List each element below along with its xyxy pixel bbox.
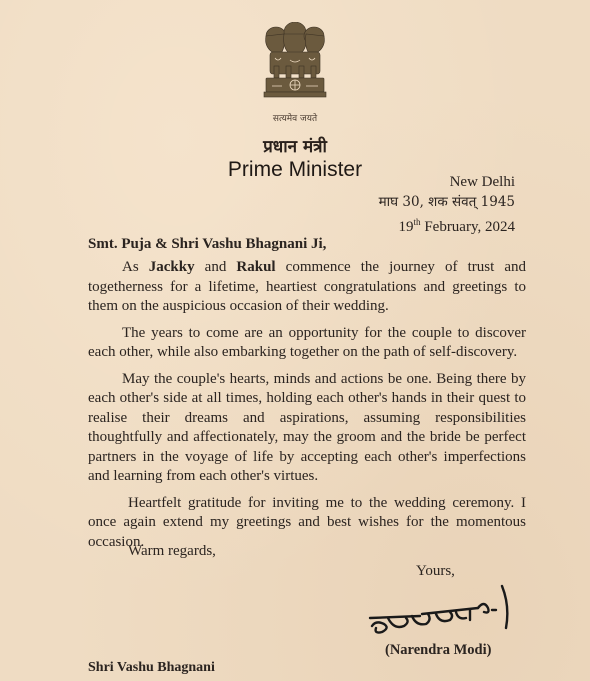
recipient-name: Shri Vashu Bhagnani <box>88 660 215 675</box>
p1-and: and <box>194 259 237 275</box>
date-month-year: February, 2024 <box>420 219 515 235</box>
paragraph-1 <box>88 258 526 317</box>
salutation: Smt. Puja & Shri Vashu Bhagnani Ji, <box>88 236 327 252</box>
date-suffix: th <box>413 217 421 227</box>
state-emblem-icon <box>262 22 328 104</box>
paragraph-2: The years to come are an opportunity for the couple to discover each other, while also embarking together on the path of self-discovery. <box>88 324 526 360</box>
paragraph-4: Heartfelt gratitude for inviting me to the wedding ceremony. I once again extend my greetings and best wishes for the momentous occasion. <box>88 494 526 550</box>
date-english <box>379 212 515 237</box>
date-hindi: माघ 30, शक संवत् 1945 <box>378 194 515 210</box>
name-groom: Jackky <box>148 259 195 275</box>
handwritten-signature <box>366 580 516 640</box>
p1-prefix: As <box>122 259 149 275</box>
letter-body <box>88 258 526 559</box>
place: New Delhi <box>449 174 515 190</box>
closing-yours: Yours, <box>416 563 455 579</box>
date-day: 19 <box>398 219 414 235</box>
emblem-motto: सत्यमेव जयते <box>272 114 318 124</box>
p1-rest: commence the journey of trust and togetherness for a lifetime, heartiest congratulations and greetings to them on the auspicious occasion of their wedding. <box>88 259 526 314</box>
signatory-name: (Narendra Modi) <box>385 642 492 658</box>
office-title-hindi: प्रधान मंत्री <box>263 137 327 157</box>
name-bride: Rakul <box>236 259 276 275</box>
place-and-date <box>379 172 515 237</box>
closing-regards: Warm regards, <box>128 543 216 559</box>
paragraph-3: May the couple's hearts, minds and actions be one. Being there by each other's side at all times, holding each other's hands in their quest to realise their dreams and aspirations, assuming responsibilities thoughtfully and affectionately, may the groom and the bride be perfect partners in the voyage of life by accepting each other's imperfections and learning from each other's virtues. <box>88 370 526 484</box>
office-title-english: Prime Minister <box>227 158 363 181</box>
